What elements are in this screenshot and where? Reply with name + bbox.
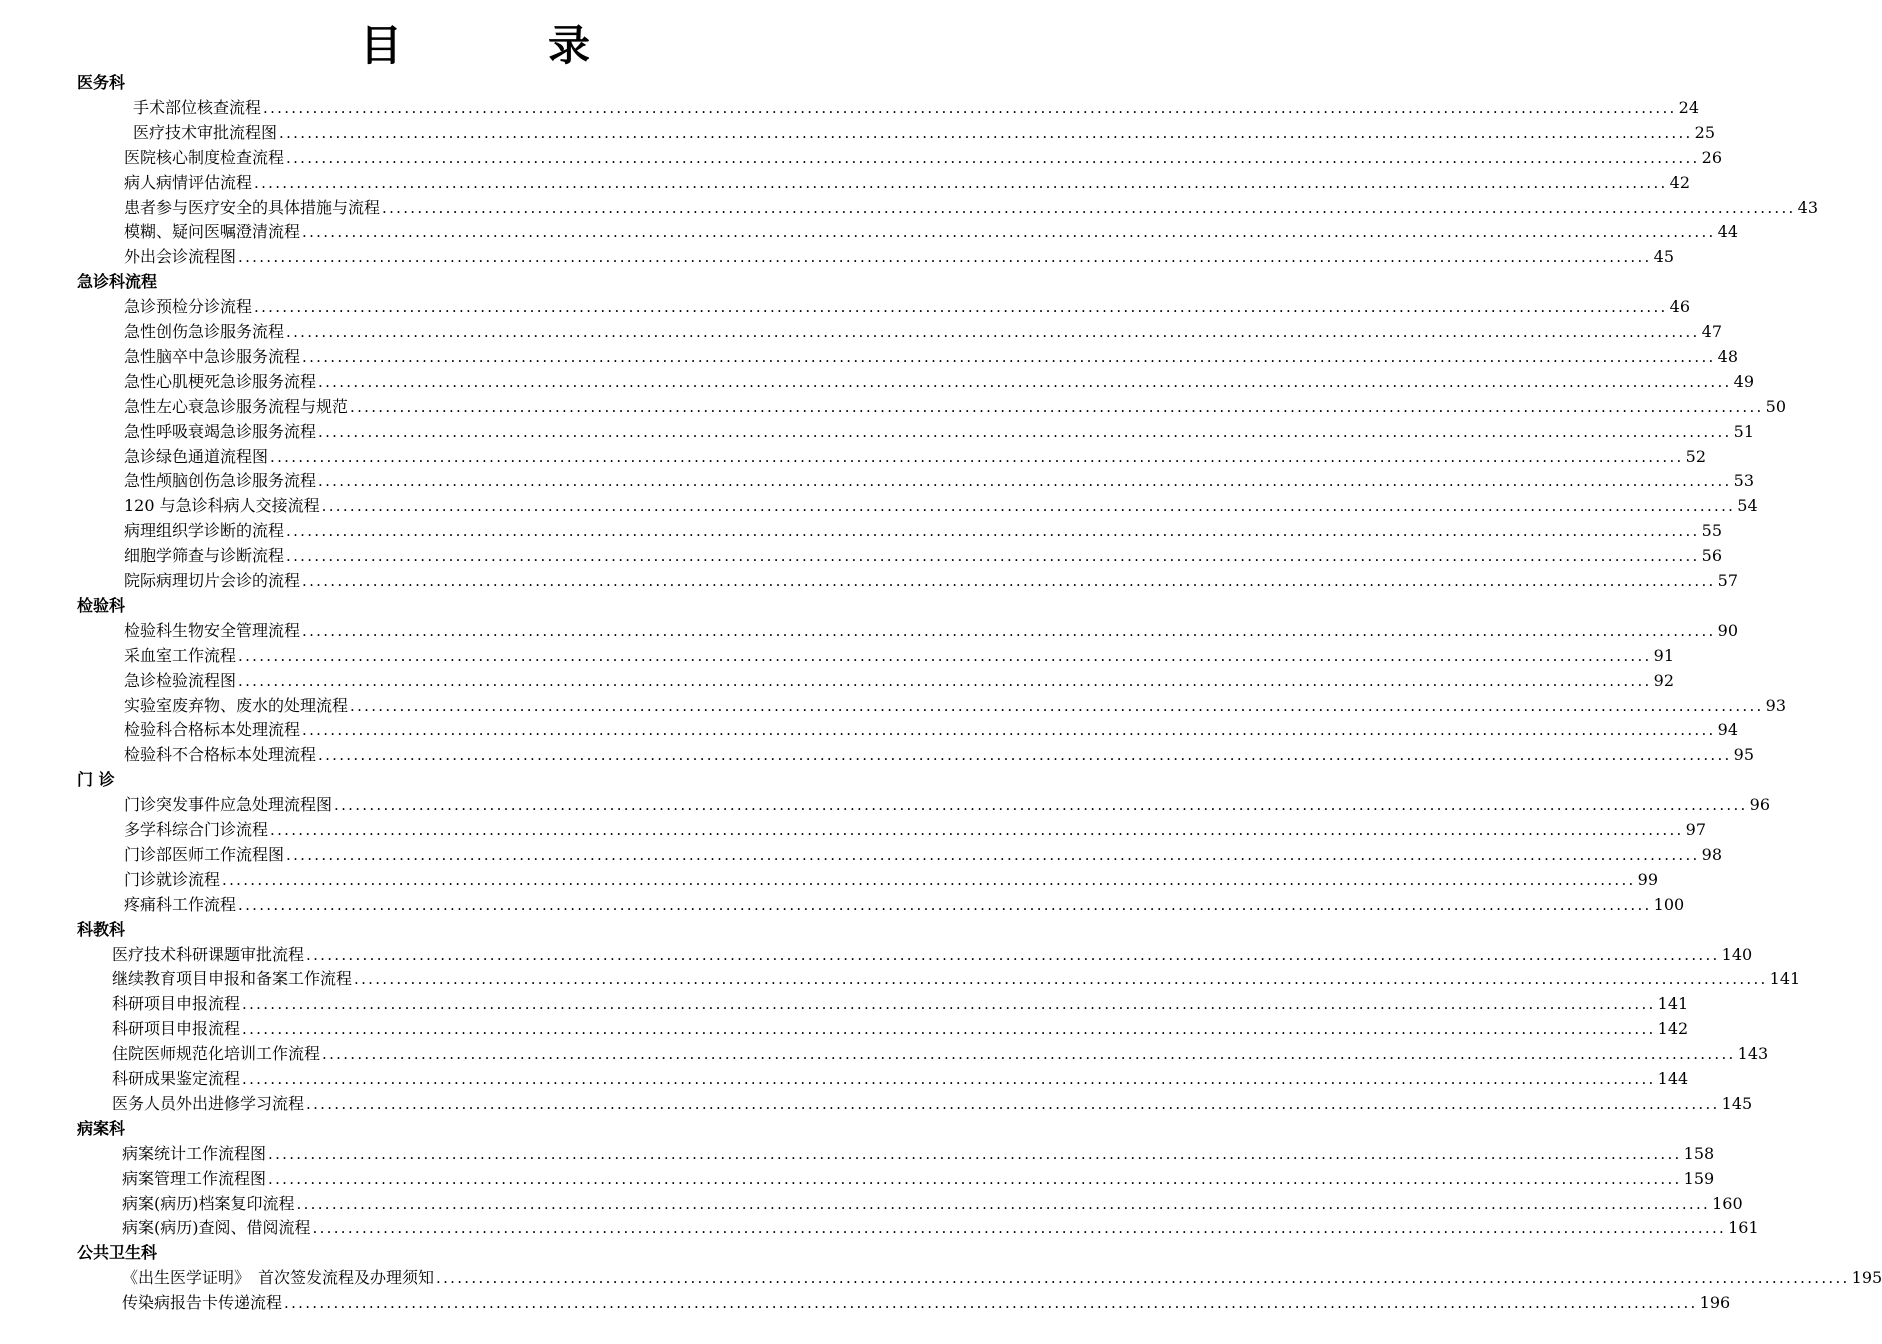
toc-entry[interactable] — [124, 319, 1722, 344]
dot-leader: ........................................................................................................................................................................................................ — [254, 298, 1668, 317]
section-heading: 病案科 — [77, 1118, 126, 1138]
toc-entry[interactable] — [124, 518, 1722, 543]
dot-leader: ........................................................................................................................................................................................................ — [382, 198, 1796, 217]
toc-entry[interactable] — [124, 867, 1658, 892]
dot-leader: ........................................................................................................................................................................................................ — [322, 1045, 1736, 1064]
dot-leader: ........................................................................................................................................................................................................ — [238, 248, 1652, 267]
toc-entry-label: 病人病情评估流程 — [124, 172, 253, 192]
toc-entry-label: 实验室废弃物、废水的处理流程 — [124, 695, 349, 715]
toc-entry-label: 细胞学筛查与诊断流程 — [124, 546, 285, 566]
toc-entry-page-number: 46 — [1669, 297, 1690, 317]
toc-entry-page-number: 142 — [1657, 1019, 1689, 1039]
toc-entry-label: 检验科不合格标本处理流程 — [124, 745, 317, 765]
dot-leader: ........................................................................................................................................................................................................ — [286, 323, 1700, 341]
dot-leader: ........................................................................................................................................................................................................ — [321, 497, 1736, 516]
toc-entry-page-number: 160 — [1712, 1193, 1743, 1213]
toc-entry-page-number: 143 — [1737, 1044, 1769, 1064]
dot-leader: ........................................................................................................................................................................................................ — [318, 372, 1732, 391]
toc-entry[interactable] — [124, 244, 1674, 269]
dot-leader: ........................................................................................................................................................................................................ — [318, 422, 1732, 441]
toc-entry[interactable] — [124, 419, 1754, 444]
toc-entry[interactable] — [124, 742, 1754, 767]
dot-leader: ........................................................................................................................................................................................................ — [286, 148, 1700, 167]
dot-leader: ........................................................................................................................................................................................................ — [268, 1169, 1682, 1188]
dot-leader: ........................................................................................................................................................................................................ — [270, 821, 1684, 839]
toc-entry[interactable] — [124, 294, 1690, 319]
dot-leader: ........................................................................................................................................................................................................ — [354, 970, 1768, 989]
toc-entry-page-number: 99 — [1637, 869, 1658, 889]
toc-entry[interactable] — [124, 394, 1786, 419]
dot-leader: ........................................................................................................................................................................................................ — [302, 347, 1716, 366]
toc-entry[interactable] — [122, 1166, 1715, 1191]
dot-leader: ........................................................................................................................................................................................................ — [302, 721, 1716, 740]
toc-entry-page-number: 57 — [1717, 571, 1738, 590]
dot-leader: ........................................................................................................................................................................................................ — [312, 1219, 1727, 1238]
toc-entry[interactable] — [112, 1091, 1753, 1116]
toc-entry-page-number: 24 — [1678, 97, 1699, 117]
toc-entry-label: 急性创伤急诊服务流程 — [124, 322, 285, 341]
toc-entry-label: 急性心肌梗死急诊服务流程 — [124, 371, 317, 391]
dot-leader: ........................................................................................................................................................................................................ — [284, 1294, 1698, 1313]
section-heading: 医务科 — [77, 73, 126, 92]
toc-entry[interactable] — [112, 966, 1801, 991]
dot-leader: ........................................................................................................................................................................................................ — [242, 995, 1656, 1014]
toc-entry[interactable] — [112, 991, 1689, 1016]
toc-entry-label: 医院核心制度检查流程 — [124, 147, 285, 167]
toc-entry[interactable] — [124, 344, 1738, 369]
toc-entry[interactable] — [124, 892, 1685, 917]
toc-entry-page-number: 161 — [1728, 1218, 1759, 1238]
toc-entry[interactable] — [112, 1016, 1689, 1041]
dot-leader: ........................................................................................................................................................................................................ — [306, 945, 1720, 964]
toc-entry[interactable] — [124, 369, 1754, 394]
toc-entry-label: 继续教育项目申报和备案工作流程 — [112, 969, 353, 989]
toc-entry[interactable] — [124, 145, 1722, 170]
toc-entry-label: 急诊检验流程图 — [124, 670, 237, 690]
toc-entry[interactable] — [112, 942, 1753, 967]
toc-entry-page-number: 54 — [1737, 496, 1758, 516]
toc-entry[interactable] — [124, 195, 1818, 220]
toc-entry[interactable] — [122, 1141, 1715, 1166]
toc-entry-label: 多学科综合门诊流程 — [124, 820, 269, 839]
toc-entry-page-number: 95 — [1733, 745, 1754, 765]
dot-leader: ........................................................................................................................................................................................................ — [238, 895, 1652, 914]
toc-entry-page-number: 26 — [1701, 147, 1722, 167]
dot-leader: ........................................................................................................................................................................................................ — [296, 1194, 1711, 1213]
toc-entry[interactable] — [122, 1215, 1759, 1240]
toc-entry-label: 检验科合格标本处理流程 — [124, 720, 301, 740]
dot-leader: ........................................................................................................................................................................................................ — [263, 98, 1677, 117]
toc-entry-label: 急性左心衰急诊服务流程与规范 — [124, 396, 349, 416]
dot-leader: ........................................................................................................................................................................................................ — [334, 796, 1748, 815]
dot-leader: ........................................................................................................................................................................................................ — [286, 547, 1700, 566]
toc-entry-label: 模糊、疑问医嘱澄清流程 — [124, 222, 301, 242]
toc-entry-page-number: 159 — [1683, 1168, 1715, 1188]
toc-entry-page-number: 49 — [1733, 371, 1754, 391]
toc-entry-page-number: 140 — [1721, 944, 1753, 964]
toc-entry-page-number: 93 — [1765, 695, 1786, 715]
toc-entry-page-number: 98 — [1701, 844, 1722, 864]
dot-leader: ........................................................................................................................................................................................................ — [270, 447, 1684, 466]
toc-entry-page-number: 141 — [1769, 969, 1801, 989]
toc-entry-label: 疼痛科工作流程 — [124, 894, 237, 914]
dot-leader: ........................................................................................................................................................................................................ — [302, 572, 1716, 590]
toc-entry-page-number: 90 — [1717, 620, 1738, 640]
dot-leader: ........................................................................................................................................................................................................ — [306, 1094, 1720, 1113]
toc-entry-label: 传染病报告卡传递流程 — [122, 1293, 283, 1313]
dot-leader: ........................................................................................................................................................................................................ — [318, 746, 1732, 765]
toc-entry[interactable] — [122, 1265, 1882, 1290]
dot-leader: ........................................................................................................................................................................................................ — [318, 472, 1732, 491]
toc-entry-page-number: 48 — [1717, 346, 1738, 366]
toc-entry[interactable] — [112, 1041, 1769, 1066]
toc-entry-page-number: 56 — [1701, 546, 1722, 566]
page-title: 目 录 — [359, 21, 642, 70]
dot-leader: ........................................................................................................................................................................................................ — [242, 1070, 1656, 1088]
toc-entry-label: 《出生医学证明》 首次签发流程及办理须知 — [122, 1268, 435, 1288]
toc-entry-page-number: 52 — [1685, 446, 1706, 466]
toc-entry-page-number: 45 — [1653, 247, 1674, 267]
toc-entry[interactable] — [124, 568, 1738, 593]
toc-entry[interactable] — [124, 219, 1738, 244]
toc-entry[interactable] — [124, 493, 1758, 518]
toc-entry-label: 医务人员外出进修学习流程 — [112, 1093, 305, 1113]
toc-entry[interactable] — [133, 95, 1699, 120]
dot-leader: ........................................................................................................................................................................................................ — [238, 671, 1652, 690]
dot-leader: ........................................................................................................................................................................................................ — [350, 696, 1764, 715]
toc-entry[interactable] — [122, 1191, 1743, 1216]
toc-entry-page-number: 43 — [1797, 197, 1818, 217]
toc-entry-page-number: 91 — [1653, 645, 1674, 665]
toc-entry[interactable] — [124, 842, 1722, 867]
toc-entry[interactable] — [124, 643, 1674, 668]
toc-entry-page-number: 195 — [1851, 1268, 1882, 1288]
dot-leader: ........................................................................................................................................................................................................ — [350, 397, 1764, 416]
toc-entry-page-number: 97 — [1685, 820, 1706, 839]
toc-entry-page-number: 47 — [1701, 322, 1722, 341]
section-heading: 急诊科流程 — [77, 272, 158, 292]
section-heading: 检验科 — [77, 595, 126, 615]
dot-leader: ........................................................................................................................................................................................................ — [268, 1144, 1682, 1163]
toc-entry-label: 患者参与医疗安全的具体措施与流程 — [124, 197, 381, 217]
toc-entry-label: 病案管理工作流程图 — [122, 1168, 267, 1188]
toc-entry-label: 采血室工作流程 — [124, 645, 237, 665]
toc-entry-label: 院际病理切片会诊的流程 — [124, 571, 301, 590]
dot-leader: ........................................................................................................................................................................................................ — [436, 1269, 1850, 1288]
toc-entry-label: 门诊部医师工作流程图 — [124, 844, 285, 864]
toc-entry-page-number: 141 — [1657, 994, 1689, 1014]
toc-entry-page-number: 51 — [1733, 421, 1754, 441]
toc-entry-label: 病理组织学诊断的流程 — [124, 521, 285, 541]
toc-entry-label: 急诊绿色通道流程图 — [124, 446, 269, 466]
dot-leader: ........................................................................................................................................................................................................ — [242, 1020, 1656, 1039]
section-heading: 公共卫生科 — [77, 1243, 158, 1263]
toc-entry-label: 病案统计工作流程图 — [122, 1143, 267, 1163]
toc-entry[interactable] — [124, 693, 1786, 718]
toc-entry[interactable] — [124, 618, 1738, 643]
toc-entry-page-number: 53 — [1733, 471, 1754, 491]
toc-entry-label: 病案(病历)档案复印流程 — [122, 1193, 295, 1213]
toc-entry[interactable] — [112, 1066, 1689, 1091]
toc-entry-page-number: 96 — [1749, 795, 1770, 815]
toc-entry-page-number: 42 — [1669, 172, 1690, 192]
toc-entry[interactable] — [124, 170, 1690, 195]
toc-entry-page-number: 196 — [1699, 1293, 1731, 1313]
toc-entry-label: 急性脑卒中急诊服务流程 — [124, 346, 301, 366]
toc-entry[interactable] — [124, 717, 1738, 742]
toc-entry-label: 住院医师规范化培训工作流程 — [112, 1044, 321, 1064]
toc-entry-label: 医疗技术科研课题审批流程 — [112, 944, 305, 964]
toc-entry[interactable] — [124, 792, 1770, 817]
toc-entry-label: 检验科生物安全管理流程 — [124, 620, 301, 640]
toc-entry-page-number: 92 — [1653, 670, 1674, 690]
toc-entry-label: 科研成果鉴定流程 — [112, 1069, 241, 1088]
toc-entry-label: 120 与急诊科病人交接流程 — [124, 496, 320, 516]
toc-entry-label: 科研项目申报流程 — [112, 994, 241, 1014]
toc-entry-page-number: 144 — [1657, 1069, 1689, 1088]
toc-entry-label: 医疗技术审批流程图 — [133, 122, 278, 142]
toc-entry-page-number: 100 — [1653, 894, 1685, 914]
toc-entry-label: 科研项目申报流程 — [112, 1019, 241, 1039]
toc-entry-label: 外出会诊流程图 — [124, 247, 237, 267]
toc-entry-page-number: 55 — [1701, 521, 1722, 541]
toc-entry[interactable] — [124, 543, 1722, 568]
dot-leader: ........................................................................................................................................................................................................ — [279, 123, 1693, 142]
toc-entry-page-number: 158 — [1683, 1143, 1715, 1163]
toc-entry-label: 手术部位核查流程 — [133, 97, 262, 117]
toc-entry[interactable] — [122, 1290, 1731, 1315]
section-heading: 科教科 — [77, 919, 126, 939]
toc-entry-page-number: 50 — [1765, 396, 1786, 416]
toc-entry[interactable] — [124, 817, 1706, 842]
toc-entry[interactable] — [124, 468, 1754, 493]
toc-entry-label: 门诊突发事件应急处理流程图 — [124, 795, 333, 815]
toc-entry-page-number: 145 — [1721, 1093, 1753, 1113]
toc-entry-label: 急性呼吸衰竭急诊服务流程 — [124, 421, 317, 441]
dot-leader: ........................................................................................................................................................................................................ — [286, 845, 1700, 864]
dot-leader: ........................................................................................................................................................................................................ — [238, 646, 1652, 665]
toc-entry-page-number: 25 — [1694, 122, 1715, 142]
dot-leader: ........................................................................................................................................................................................................ — [286, 522, 1700, 541]
toc-entry[interactable] — [133, 120, 1715, 145]
toc-entry-label: 门诊就诊流程 — [124, 869, 221, 889]
dot-leader: ........................................................................................................................................................................................................ — [302, 223, 1716, 242]
toc-entry[interactable] — [124, 668, 1674, 693]
toc-entry-label: 病案(病历)查阅、借阅流程 — [122, 1218, 311, 1238]
dot-leader: ........................................................................................................................................................................................................ — [254, 173, 1668, 192]
section-heading: 门 诊 — [77, 770, 115, 790]
toc-entry-label: 急性颅脑创伤急诊服务流程 — [124, 471, 317, 491]
toc-entry[interactable] — [124, 444, 1706, 469]
dot-leader: ........................................................................................................................................................................................................ — [302, 621, 1716, 640]
toc-entry-page-number: 44 — [1717, 222, 1738, 242]
dot-leader: ........................................................................................................................................................................................................ — [222, 870, 1636, 889]
toc-entry-label: 急诊预检分诊流程 — [124, 297, 253, 317]
toc-entry-page-number: 94 — [1717, 720, 1738, 740]
